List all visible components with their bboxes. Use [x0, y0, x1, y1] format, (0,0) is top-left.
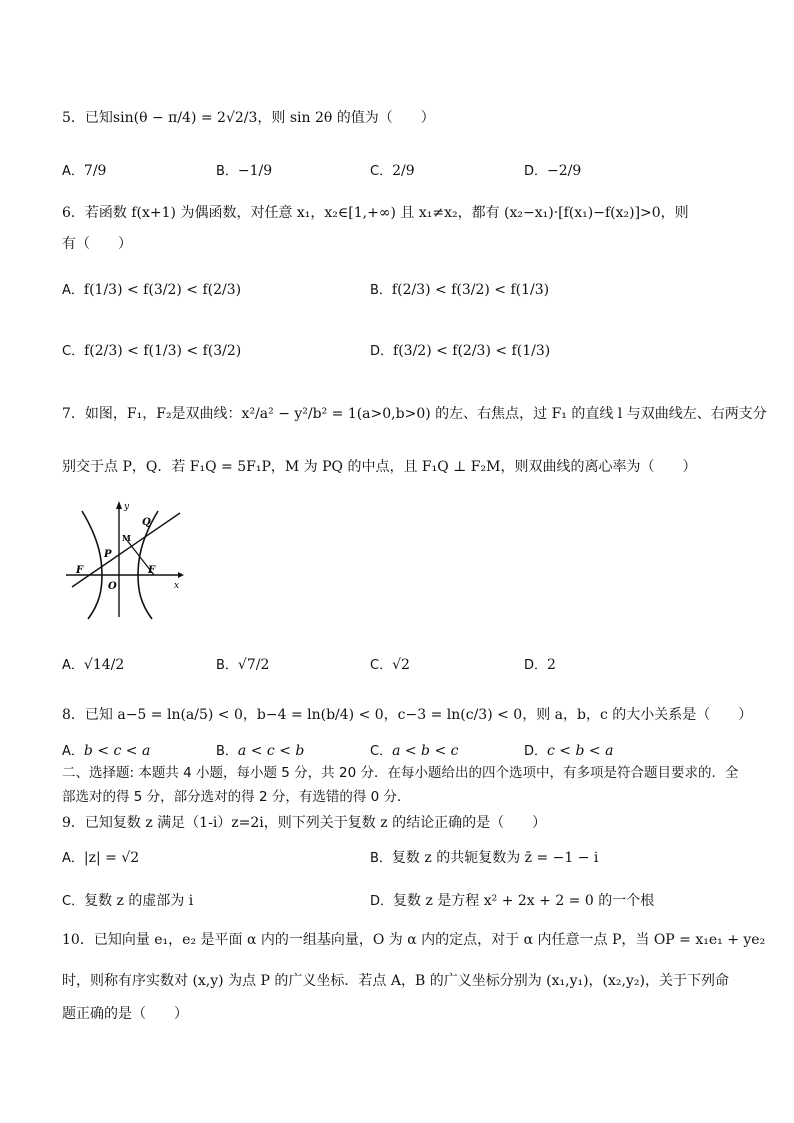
- label-y: y: [124, 502, 130, 512]
- q5-stem-prefix: 5．已知: [62, 110, 113, 126]
- q6-option-b-value: f(2/3) < f(3/2) < f(1/3): [391, 282, 550, 298]
- section2-instructions-line2: 部选对的得 5 分，部分选对的得 2 分，有选错的得 0 分．: [62, 789, 411, 805]
- q9-option-d-value: 复数 z 是方程 x² + 2x + 2 = 0 的一个根: [393, 893, 655, 909]
- q6-option-c-value: f(2/3) < f(1/3) < f(3/2): [84, 343, 242, 359]
- q10-stem-line1: 10．已知向量 e₁，e₂ 是平面 α 内的一组基向量，O 为 α 内的定点，对于 α 内任意一点 P，当 OP = x₁e₁ + ye₂: [62, 932, 766, 948]
- q8-option-d-value: c < b < a: [547, 743, 614, 759]
- q7-option-b[interactable]: B．√7/2: [216, 657, 270, 673]
- q9-option-b[interactable]: B．复数 z 的共轭复数为 z̄ = −1 − i: [370, 850, 599, 866]
- label-f1: F: [76, 565, 84, 576]
- q6-option-a-value: f(1/3) < f(3/2) < f(2/3): [83, 282, 242, 298]
- q9-option-c-value: 复数 z 的虚部为 i: [84, 893, 194, 909]
- line-l: [72, 513, 180, 587]
- q8-option-c[interactable]: C．a < b < c: [370, 743, 459, 759]
- section2-instructions-line1: 二、选择题: 本题共 4 小题，每小题 5 分，共 20 分．在每小题给出的四个选项中，有多项是符合题目要求的．全: [62, 765, 739, 781]
- q7-option-b-value: √7/2: [237, 657, 270, 673]
- y-axis-arrow: [116, 501, 122, 509]
- q5-stem-suffix: ，则 sin 2θ 的值为（ ）: [257, 110, 435, 126]
- q7-option-d[interactable]: D．2: [524, 657, 556, 673]
- q7-stem-line1: 7．如图，F₁，F₂是双曲线：x²/a² − y²/b² = 1(a>0,b>0) 的左、右焦点，过 F₁ 的直线 l 与双曲线左、右两支分: [62, 406, 767, 422]
- q8-option-c-value: a < b < c: [392, 743, 459, 759]
- q5-option-a-value: 7/9: [83, 163, 107, 179]
- q8-option-a[interactable]: A．b < c < a: [62, 743, 151, 759]
- q8-option-b[interactable]: B．a < c < b: [216, 743, 305, 759]
- q5-expression: sin(θ − π/4) = 2√2/3: [112, 110, 258, 126]
- q9-option-c[interactable]: C．复数 z 的虚部为 i: [62, 893, 194, 909]
- q10-stem-line2: 时，则称有序实数对 (x,y) 为点 P 的广义坐标．若点 A，B 的广义坐标分别为 (x₁,y₁)，(x₂,y₂)，关于下列命: [62, 973, 729, 989]
- q5-option-b-value: −1/9: [237, 163, 273, 179]
- q5-option-d[interactable]: D．−2/9: [524, 163, 582, 179]
- q6-option-a[interactable]: A．f(1/3) < f(3/2) < f(2/3): [62, 282, 242, 298]
- q7-stem-line2: 别交于点 P，Q．若 F₁Q = 5F₁P，M 为 PQ 的中点，且 F₁Q ⊥ F₂M，则双曲线的离心率为（ ）: [62, 459, 697, 475]
- left-branch: [82, 511, 102, 619]
- label-m: M: [122, 533, 131, 543]
- q6-option-c[interactable]: C．f(2/3) < f(1/3) < f(3/2): [62, 343, 242, 359]
- q7-option-a-value: √14/2: [83, 657, 125, 673]
- q6-option-b[interactable]: B．f(2/3) < f(3/2) < f(1/3): [370, 282, 550, 298]
- q8-stem: 8．已知 a−5 = ln(a/5) < 0，b−4 = ln(b/4) < 0，c−3 = ln(c/3) < 0，则 a，b，c 的大小关系是（ ）: [62, 707, 753, 723]
- q9-option-d[interactable]: D．复数 z 是方程 x² + 2x + 2 = 0 的一个根: [370, 893, 655, 909]
- hyperbola-figure: [62, 495, 186, 621]
- q9-stem: 9．已知复数 z 满足（1-i）z=2i，则下列关于复数 z 的结论正确的是（ ）: [62, 815, 547, 831]
- q8-option-b-value: a < c < b: [237, 743, 305, 759]
- q9-option-a-value: |z| = √2: [83, 850, 140, 866]
- q7-option-a[interactable]: A．√14/2: [62, 657, 125, 673]
- q6-stem-line1: 6．若函数 f(x+1) 为偶函数，对任意 x₁，x₂∈[1,+∞) 且 x₁≠x₂，都有 (x₂−x₁)·[f(x₁)−f(x₂)]>0，则: [62, 205, 689, 221]
- q7-option-c[interactable]: C．√2: [370, 657, 410, 673]
- q6-option-d-value: f(3/2) < f(2/3) < f(1/3): [393, 343, 551, 359]
- label-x: x: [174, 581, 180, 591]
- q6-option-d[interactable]: D．f(3/2) < f(2/3) < f(1/3): [370, 343, 551, 359]
- q5-option-a[interactable]: A．7/9: [62, 163, 107, 179]
- q6-stem-line2: 有（ ）: [62, 236, 132, 252]
- q8-option-a-value: b < c < a: [83, 743, 151, 759]
- q5-stem: [62, 108, 435, 128]
- x-axis-arrow: [178, 572, 184, 578]
- q5-option-c[interactable]: C．2/9: [370, 163, 415, 179]
- label-q: Q: [142, 517, 151, 528]
- q9-option-b-value: 复数 z 的共轭复数为 z̄ = −1 − i: [391, 850, 599, 866]
- label-o: O: [108, 581, 117, 592]
- q10-stem-line3: 题正确的是（ ）: [62, 1006, 188, 1022]
- q8-option-d[interactable]: D．c < b < a: [524, 743, 614, 759]
- q7-option-d-value: 2: [547, 657, 556, 673]
- q5-option-b[interactable]: B．−1/9: [216, 163, 273, 179]
- q5-option-d-value: −2/9: [547, 163, 582, 179]
- label-p: P: [104, 549, 112, 560]
- q5-option-c-value: 2/9: [392, 163, 415, 179]
- q9-option-a[interactable]: A．|z| = √2: [62, 850, 140, 866]
- label-f2: F: [148, 565, 156, 576]
- q7-option-c-value: √2: [392, 657, 410, 673]
